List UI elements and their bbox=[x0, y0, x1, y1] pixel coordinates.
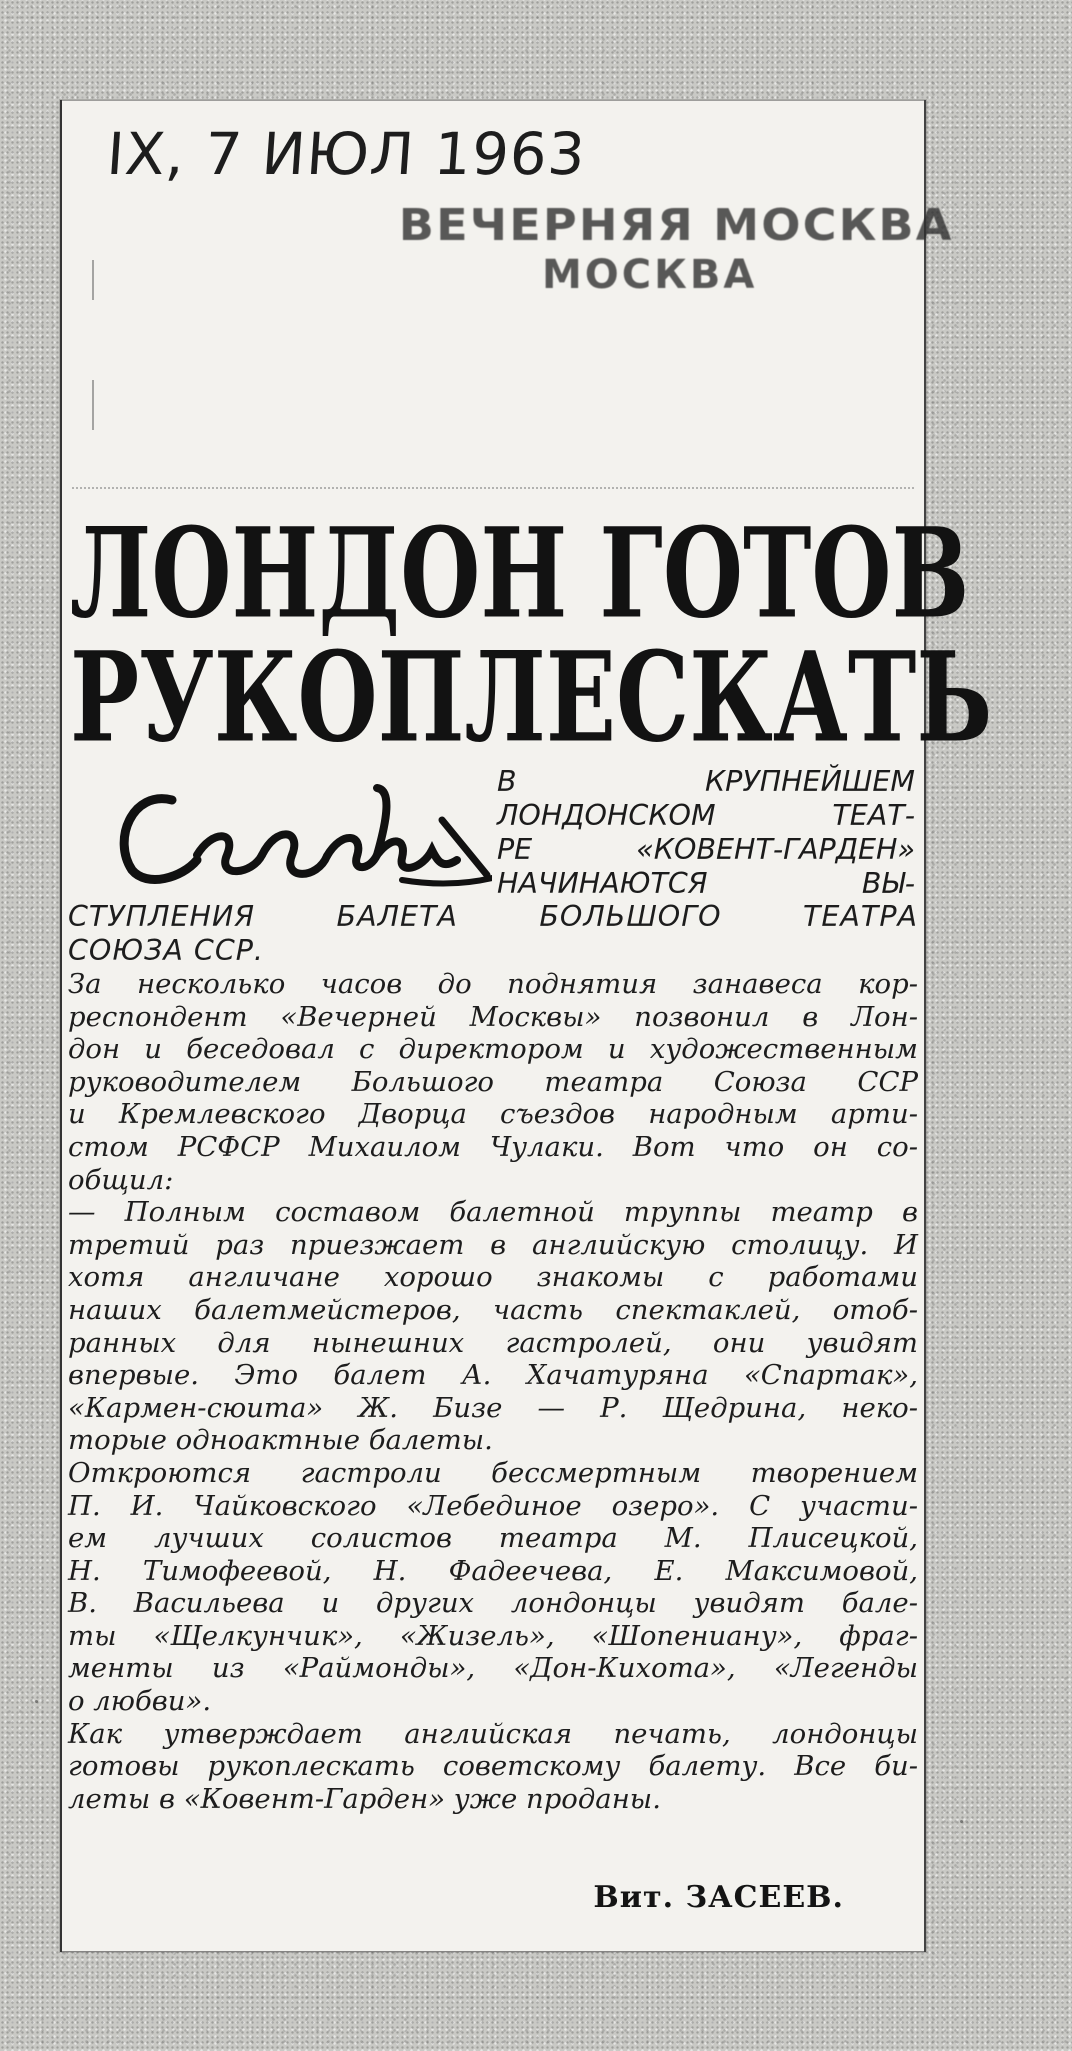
lead-paragraph-right bbox=[497, 765, 915, 901]
lead-line: НАЧИНАЮТСЯ ВЫ- bbox=[497, 867, 915, 900]
body-line: хотя англичане хорошо знакомы с работами bbox=[68, 1261, 918, 1294]
body-line: готовы рукоплескать советскому балету. Все би- bbox=[68, 1750, 918, 1783]
body-paragraphs bbox=[68, 968, 918, 1815]
body-line: менты из «Раймонды», «Дон-Кихота», «Легенды bbox=[68, 1652, 918, 1685]
lead-line: СТУПЛЕНИЯ БАЛЕТА БОЛЬШОГО ТЕАТРА bbox=[68, 900, 918, 933]
body-line: Н. Тимофеевой, Н. Фадеечева, Е. Максимовой, bbox=[68, 1554, 918, 1587]
body-line: ты «Щелкунчик», «Жизель», «Шопениану», фраг- bbox=[68, 1619, 918, 1652]
headline-line-2: РУКОПЛЕСКАТЬ bbox=[70, 625, 993, 770]
stamp-line-1: ВЕЧЕРНЯЯ МОСКВА bbox=[398, 200, 954, 251]
lead-line: В КРУПНЕЙШЕМ bbox=[497, 765, 915, 798]
body-line: третий раз приезжает в английскую столицу. И bbox=[68, 1228, 918, 1261]
lead-line: СОЮЗА ССР. bbox=[68, 934, 264, 967]
lead-line: ЛОНДОНСКОМ ТЕАТ- bbox=[497, 799, 915, 832]
body-line: ранных для нынешних гастролей, они увидят bbox=[68, 1326, 918, 1359]
body-line: торые одноактные балеты. bbox=[68, 1424, 493, 1457]
margin-mark bbox=[92, 260, 94, 300]
script-word-svg bbox=[102, 760, 492, 900]
body-line: дон и беседовал с директором и художественным bbox=[68, 1033, 918, 1066]
newspaper-clipping bbox=[60, 100, 993, 1952]
body-line: За несколько часов до поднятия занавеса кор- bbox=[68, 968, 918, 1000]
lead-line: РЕ «КОВЕНТ-ГАРДЕН» bbox=[497, 833, 915, 866]
body-line: леты в «Ковент-Гарден» уже проданы. bbox=[68, 1782, 661, 1815]
paper-speck bbox=[35, 1700, 38, 1703]
article-body bbox=[68, 900, 918, 1815]
body-line: В. Васильева и других лондонцы увидят бале- bbox=[68, 1587, 918, 1620]
body-line: общил: bbox=[68, 1163, 174, 1196]
body-line: и Кремлевского Дворца съездов народным арти- bbox=[68, 1098, 918, 1131]
clipping-top-edge bbox=[62, 100, 924, 101]
script-word-segodnya bbox=[102, 760, 492, 900]
body-line: наших балетмейстеров, часть спектаклей, отоб- bbox=[68, 1293, 918, 1326]
body-line: П. И. Чайковского «Лебединое озеро». С участи- bbox=[68, 1489, 918, 1522]
author-signature: Вит. ЗАСЕЕВ. bbox=[593, 1880, 844, 1915]
headline-line-1: ЛОНДОН ГОТОВ bbox=[70, 501, 970, 646]
clipping-bottom-edge bbox=[62, 1951, 924, 1952]
body-line: — Полным составом балетной труппы театр в bbox=[68, 1196, 918, 1229]
body-line: впервые. Это балет А. Хачатуряна «Спартак», bbox=[68, 1359, 918, 1392]
body-line: ем лучших солистов театра М. Плисецкой, bbox=[68, 1522, 918, 1555]
publication-stamp bbox=[398, 200, 954, 310]
cut-line bbox=[72, 487, 914, 489]
body-line: Откроются гастроли бессмертным творением bbox=[68, 1456, 918, 1489]
paper-speck bbox=[960, 1820, 963, 1823]
body-line: респондент «Вечерней Москвы» позвонил в Лон- bbox=[68, 1000, 918, 1033]
margin-mark bbox=[92, 380, 94, 430]
body-line: руководителем Большого театра Союза ССР bbox=[68, 1065, 918, 1098]
body-line: Как утверждает английская печать, лондонцы bbox=[68, 1717, 918, 1750]
archive-date-note: IX, 7 ИЮЛ 1963 bbox=[104, 120, 589, 188]
body-line: «Кармен-сюита» Ж. Бизе — Р. Щедрина, неко- bbox=[68, 1391, 918, 1424]
stamp-line-2: МОСКВА bbox=[542, 252, 758, 298]
body-line: стом РСФСР Михаилом Чулаки. Вот что он со- bbox=[68, 1130, 918, 1163]
body-line: о любви». bbox=[68, 1685, 212, 1718]
